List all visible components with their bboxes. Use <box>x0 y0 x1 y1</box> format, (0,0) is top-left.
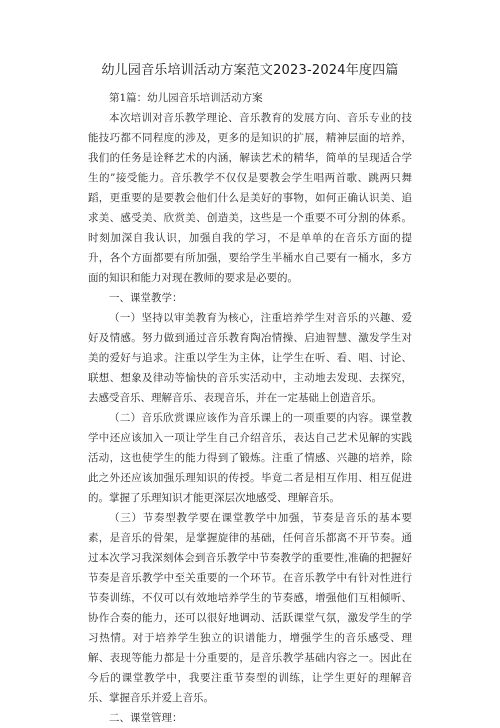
document-subtitle: 第1篇：幼儿园音乐培训活动方案 <box>109 92 263 104</box>
intro-paragraph: 本次培训对音乐教学理论、音乐教育的发展方向、音乐专业的技能技巧都不同程度的涉及，更多的是知识的扩展，精神层面的培养，我们的任务是诠释艺术的内涵，解读艺术的精华，简单的呈现适合学生的”接受能力。音乐教学不仅仅是要教会学生唱两首歌、跳两只舞蹈，更重要的是要教会他们什么是美好的事物，如何正确认识美、追求美、感受美、欣赏美、创造美，这些是一个重要不可分割的体系。时刻加深自我认识，加强自我的学习，不是单单的在音乐方面的提升，各个方面都要有所加强，要给学生半桶水自己要有一桶水，多方面的知识和能力对现在教师的要求是必要的。 <box>88 112 412 284</box>
section-heading-classroom-management: 二、课堂管理： <box>109 712 183 724</box>
section-heading-classroom-teaching: 一、课堂教学： <box>109 292 183 304</box>
section1-item-1: （一）坚持以审美教育为核心，注重培养学生对音乐的兴趣、爱好及情感。努力做到通过音乐教育陶冶情操、启迪智慧、激发学生对美的爱好与追求。注重以学生为主体，让学生在听、看、唱、讨论、联想、想象及律动等愉快的音乐实活动中，主动地去发现、去探究，去感受音乐、理解音乐、表现音乐，并在一定基础上创造音乐。 <box>88 312 412 404</box>
section1-item-2: （二）音乐欣赏课应该作为音乐课上的一项重要的内容。课堂教学中还应该加入一项让学生自己介绍音乐，表达自己艺术见解的实践活动，这也使学生的能力得到了锻炼。注重了情感、兴趣的培养，除此之外还应该加强乐理知识的传授。毕竟二者是相互作用、相互促进的。掌握了乐理知识才能更深层次地感受、理解音乐。 <box>88 412 412 504</box>
section1-item-3: （三）节奏型教学要在课堂教学中加强，节奏是音乐的基本要素，是音乐的骨架，是掌握旋律的基础，任何音乐都离不开节奏。通过本次学习我深刻体会到音乐教学中节奏教学的重要性,准确的把握好节奏是音乐教学中至关重要的一个环节。在音乐教学中有针对性进行节奏训练，不仅可以有效地培养学生的节奏感，增强他们互相倾听、协作合奏的能力，还可以很好地调动、活跃课堂气氛，激发学生的学习热情。对于培养学生独立的识谱能力，增强学生的音乐感受、理解、表现等能力都是十分重要的，是音乐教学基础内容之一。因此在今后的课堂教学中，我要注重节奏型的训练，让学生更好的理解音乐、掌握音乐并爱上音乐。 <box>88 512 412 704</box>
document-title: 幼儿园音乐培训活动方案范文2023-2024年度四篇 <box>101 63 399 78</box>
